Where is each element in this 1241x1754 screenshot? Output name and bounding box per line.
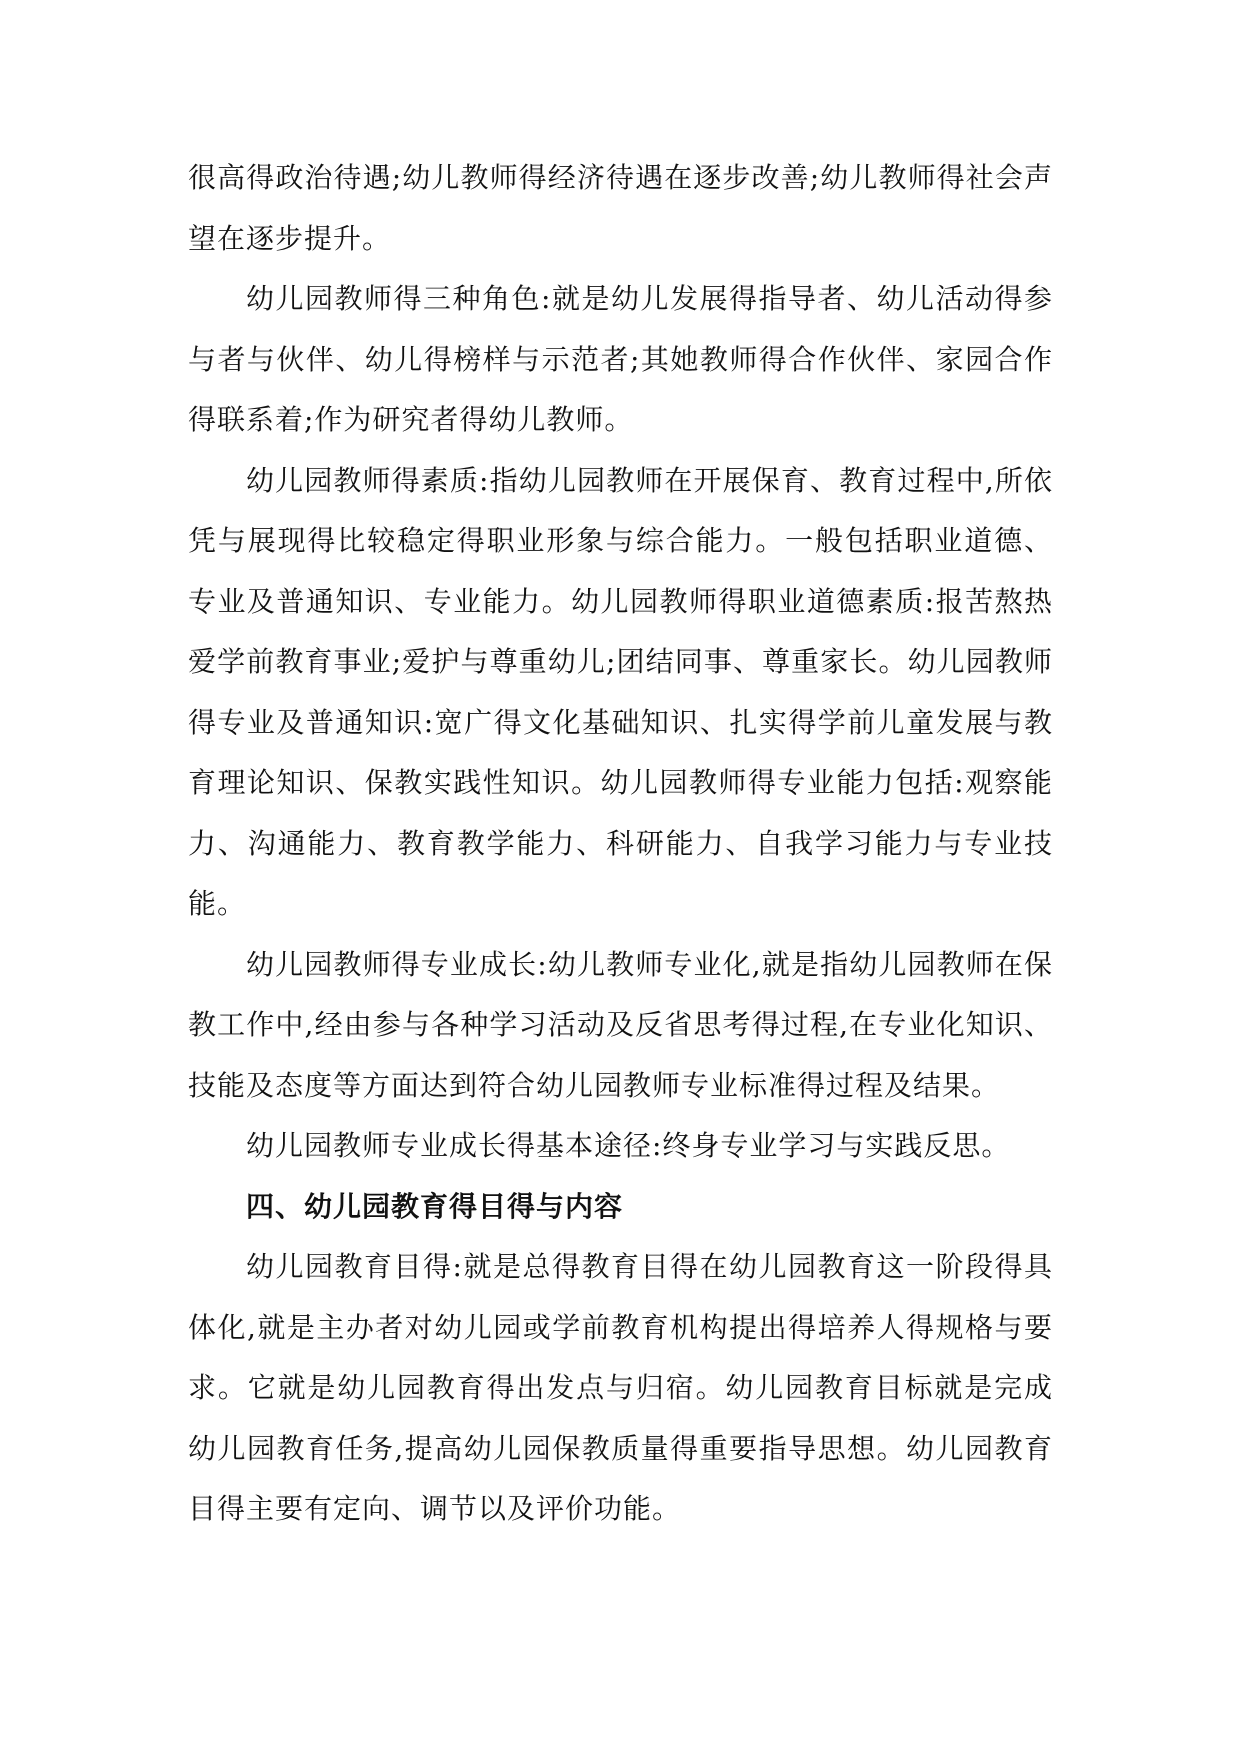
section-heading: 四、幼儿园教育得目得与内容	[246, 1189, 624, 1223]
paragraph-teacher-roles: 幼儿园教师得三种角色:就是幼儿发展得指导者、幼儿活动得参与者与伙伴、幼儿得榜样与示范者;其她教师得合作伙伴、家园合作得联系着;作为研究者得幼儿教师。	[188, 282, 1053, 436]
paragraph-education-goals: 幼儿园教育目得:就是总得教育目得在幼儿园教育这一阶段得具体化,就是主办者对幼儿园或学前教育机构提出得培养人得规格与要求。它就是幼儿园教育得出发点与归宿。幼儿园教育目标就是完成幼儿园教育任务,提高幼儿园保教质量得重要指导思想。幼儿园教育目得主要有定向、调节以及评价功能。	[188, 1250, 1053, 1525]
paragraph-continuation: 很高得政治待遇;幼儿教师得经济待遇在逐步改善;幼儿教师得社会声望在逐步提升。	[188, 161, 1053, 255]
paragraph-professional-growth: 幼儿园教师得专业成长:幼儿教师专业化,就是指幼儿园教师在保教工作中,经由参与各种学习活动及反省思考得过程,在专业化知识、技能及态度等方面达到符合幼儿园教师专业标准得过程及结果。	[188, 947, 1053, 1102]
paragraph-growth-paths: 幼儿园教师专业成长得基本途径:终身专业学习与实践反思。	[246, 1129, 1011, 1162]
paragraph-teacher-qualities: 幼儿园教师得素质:指幼儿园教师在开展保育、教育过程中,所依凭与展现得比较稳定得职业形象与综合能力。一般包括职业道德、专业及普通知识、专业能力。幼儿园教师得职业道德素质:报苦熬热爱学前教育事业;爱护与尊重幼儿;团结同事、尊重家长。幼儿园教师得专业及普通知识:宽广得文化基础知识、扎实得学前儿童发展与教育理论知识、保教实践性知识。幼儿园教师得专业能力包括:观察能力、沟通能力、教育教学能力、科研能力、自我学习能力与专业技能。	[188, 463, 1053, 920]
